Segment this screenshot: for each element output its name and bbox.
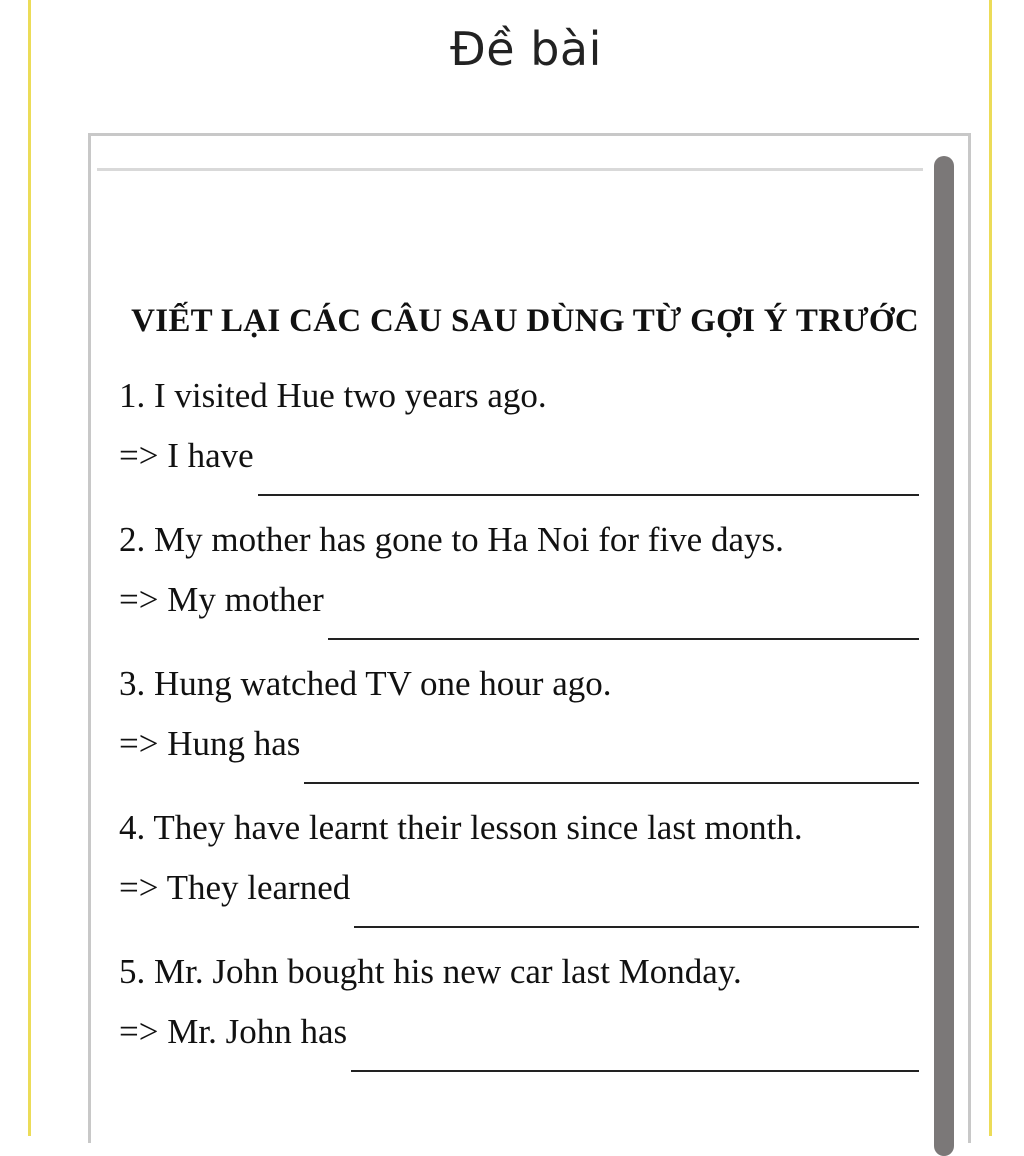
answer-prompt: => They learned: [119, 868, 351, 907]
answer-line: [119, 576, 919, 648]
answer-prompt: => Hung has: [119, 724, 301, 763]
scrollbar-thumb[interactable]: [934, 156, 954, 1156]
answer-blank: [258, 493, 919, 496]
exercise-item: [119, 504, 919, 648]
document-viewer[interactable]: [88, 133, 971, 1143]
exercise-item: [119, 648, 919, 792]
question-text: 4. They have learnt their lesson since last month.: [119, 808, 803, 847]
exercise-item: [119, 792, 919, 936]
document-content: [119, 296, 919, 1080]
page-title: Đề bài: [450, 22, 602, 76]
answer-line: [119, 720, 919, 792]
question-text: 3. Hung watched TV one hour ago.: [119, 664, 612, 703]
question-text: 1. I visited Hue two years ago.: [119, 376, 547, 415]
exercise-item: [119, 360, 919, 504]
viewer-divider: [97, 168, 923, 171]
answer-blank: [328, 637, 919, 640]
vertical-scrollbar[interactable]: [934, 156, 954, 1156]
answer-line: [119, 1008, 919, 1080]
answer-blank: [304, 781, 919, 784]
exercise-item: [119, 936, 919, 1080]
answer-line: [119, 864, 919, 936]
answer-blank: [354, 925, 919, 928]
answer-line: [119, 432, 919, 504]
document-heading: VIẾT LẠI CÁC CÂU SAU DÙNG TỪ GỢI Ý TRƯỚC: [131, 303, 919, 339]
answer-prompt: => My mother: [119, 580, 324, 619]
answer-blank: [351, 1069, 919, 1072]
answer-prompt: => I have: [119, 436, 254, 475]
question-text: 2. My mother has gone to Ha Noi for five days.: [119, 520, 784, 559]
question-text: 5. Mr. John bought his new car last Monday.: [119, 952, 742, 991]
answer-prompt: => Mr. John has: [119, 1012, 348, 1051]
exercise-list: [119, 360, 919, 1080]
